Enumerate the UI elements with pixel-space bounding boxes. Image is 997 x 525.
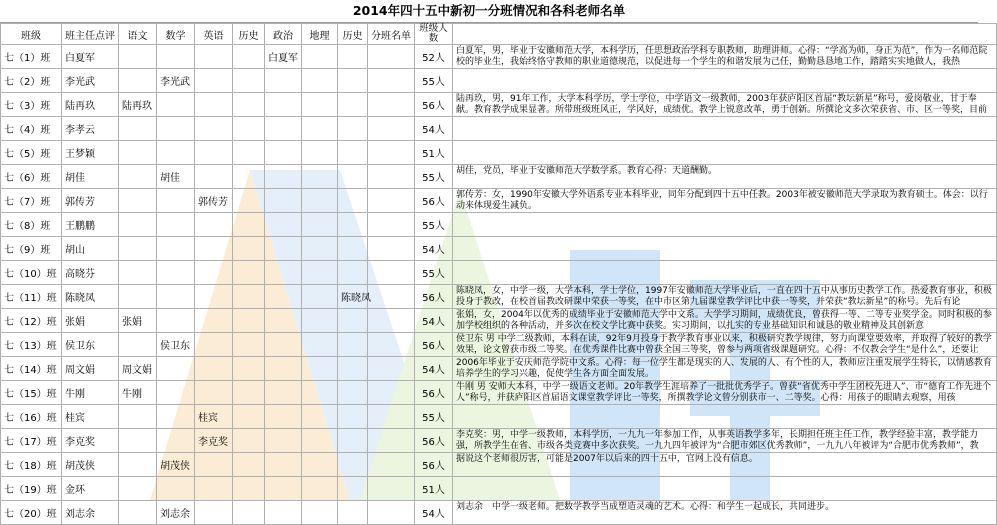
cell-english[interactable] xyxy=(195,501,233,525)
cell-chinese[interactable]: 张娟 xyxy=(119,309,157,333)
cell-class[interactable]: 七（20）班 xyxy=(1,501,62,525)
cell-chinese[interactable] xyxy=(119,69,157,93)
cell-chinese[interactable] xyxy=(119,405,157,429)
cell-student-count[interactable]: 55人 xyxy=(415,261,453,285)
header-history: 历史 xyxy=(233,24,265,45)
table-row xyxy=(1,453,997,477)
cell-math[interactable] xyxy=(157,141,195,165)
cell-history[interactable] xyxy=(233,381,265,405)
cell-student-count[interactable]: 55人 xyxy=(415,405,453,429)
cell-english[interactable] xyxy=(195,69,233,93)
cell-class[interactable]: 七（12）班 xyxy=(1,309,62,333)
cell-class-list[interactable] xyxy=(368,405,415,429)
cell-geography[interactable] xyxy=(302,429,338,453)
cell-history-2[interactable] xyxy=(338,117,368,141)
table-row xyxy=(1,237,997,261)
cell-chinese[interactable] xyxy=(119,165,157,189)
header-bio xyxy=(453,24,997,45)
cell-bio[interactable]: 郭传芳：女，1990年安徽大学外语系专业本科毕业，同年分配到四十五中任教。2003年被安徽师范大学录取为教育硕士。体会：以行动来体现爱生减负。 xyxy=(453,189,997,213)
cell-english[interactable]: 桂宾 xyxy=(195,405,233,429)
cell-student-count[interactable]: 56人 xyxy=(415,381,453,405)
cell-english[interactable]: 郭传芳 xyxy=(195,189,233,213)
cell-class[interactable]: 七（13）班 xyxy=(1,333,62,357)
cell-history[interactable] xyxy=(233,213,265,237)
cell-class[interactable]: 七（19）班 xyxy=(1,477,62,501)
cell-politics[interactable] xyxy=(265,357,302,381)
cell-math[interactable] xyxy=(157,477,195,501)
cell-history[interactable] xyxy=(233,69,265,93)
cell-class[interactable]: 七（16）班 xyxy=(1,405,62,429)
cell-class-list[interactable] xyxy=(368,285,415,309)
cell-class[interactable]: 七（11）班 xyxy=(1,285,62,309)
cell-english[interactable] xyxy=(195,285,233,309)
cell-english[interactable]: 李克奖 xyxy=(195,429,233,453)
cell-geography[interactable] xyxy=(302,93,338,117)
cell-bio[interactable] xyxy=(453,477,997,501)
class-table xyxy=(0,23,997,525)
cell-history[interactable] xyxy=(233,453,265,477)
cell-chinese[interactable] xyxy=(119,261,157,285)
table-row xyxy=(1,501,997,525)
table-row xyxy=(1,405,997,429)
cell-class-list[interactable] xyxy=(368,381,415,405)
cell-chinese[interactable] xyxy=(119,237,157,261)
table-row xyxy=(1,309,997,333)
cell-class-list[interactable] xyxy=(368,477,415,501)
cell-math[interactable] xyxy=(157,261,195,285)
cell-politics[interactable] xyxy=(265,477,302,501)
cell-head-teacher[interactable]: 李孝云 xyxy=(62,117,119,141)
cell-english[interactable] xyxy=(195,93,233,117)
cell-chinese[interactable] xyxy=(119,213,157,237)
cell-geography[interactable] xyxy=(302,45,338,69)
cell-class-list[interactable] xyxy=(368,45,415,69)
cell-head-teacher[interactable]: 胡佳 xyxy=(62,165,119,189)
table-row xyxy=(1,381,997,405)
cell-politics[interactable] xyxy=(265,69,302,93)
cell-chinese[interactable] xyxy=(119,45,157,69)
cell-head-teacher[interactable]: 李光武 xyxy=(62,69,119,93)
cell-politics[interactable] xyxy=(265,381,302,405)
cell-geography[interactable] xyxy=(302,357,338,381)
cell-history-2[interactable] xyxy=(338,165,368,189)
header-head-teacher: 班主任点评 xyxy=(62,24,119,45)
cell-politics[interactable] xyxy=(265,237,302,261)
cell-history[interactable] xyxy=(233,45,265,69)
cell-student-count[interactable]: 56人 xyxy=(415,453,453,477)
cell-class-list[interactable] xyxy=(368,309,415,333)
cell-student-count[interactable]: 54人 xyxy=(415,309,453,333)
cell-class-list[interactable] xyxy=(368,165,415,189)
cell-bio[interactable] xyxy=(453,261,997,285)
cell-head-teacher[interactable]: 陈晓凤 xyxy=(62,285,119,309)
cell-head-teacher[interactable]: 王梦颖 xyxy=(62,141,119,165)
cell-student-count[interactable]: 52人 xyxy=(415,45,453,69)
cell-class[interactable]: 七（3）班 xyxy=(1,93,62,117)
table-row xyxy=(1,429,997,453)
cell-chinese[interactable] xyxy=(119,189,157,213)
cell-math[interactable] xyxy=(157,93,195,117)
cell-history-2[interactable] xyxy=(338,429,368,453)
table-row xyxy=(1,189,997,213)
cell-class[interactable]: 七（4）班 xyxy=(1,117,62,141)
cell-student-count[interactable]: 55人 xyxy=(415,165,453,189)
cell-history-2[interactable] xyxy=(338,213,368,237)
table-row xyxy=(1,213,997,237)
cell-class-list[interactable] xyxy=(368,357,415,381)
cell-class-list[interactable] xyxy=(368,333,415,357)
cell-math[interactable] xyxy=(157,381,195,405)
cell-chinese[interactable]: 周文娟 xyxy=(119,357,157,381)
cell-english[interactable] xyxy=(195,237,233,261)
cell-politics[interactable] xyxy=(265,333,302,357)
cell-history[interactable] xyxy=(233,117,265,141)
cell-chinese[interactable] xyxy=(119,477,157,501)
cell-math[interactable] xyxy=(157,357,195,381)
cell-head-teacher[interactable]: 郭传芳 xyxy=(62,189,119,213)
cell-history[interactable] xyxy=(233,141,265,165)
cell-geography[interactable] xyxy=(302,165,338,189)
table-row xyxy=(1,333,997,357)
cell-politics[interactable] xyxy=(265,405,302,429)
header-history-2: 历史 xyxy=(338,24,368,45)
cell-head-teacher[interactable]: 白夏军 xyxy=(62,45,119,69)
cell-history-2[interactable] xyxy=(338,141,368,165)
table-row xyxy=(1,141,997,165)
table-row xyxy=(1,165,997,189)
cell-class-list[interactable] xyxy=(368,69,415,93)
cell-history[interactable] xyxy=(233,189,265,213)
table-row xyxy=(1,261,997,285)
cell-math[interactable] xyxy=(157,405,195,429)
cell-geography[interactable] xyxy=(302,69,338,93)
cell-politics[interactable] xyxy=(265,261,302,285)
cell-class[interactable]: 七（1）班 xyxy=(1,45,62,69)
cell-class-list[interactable] xyxy=(368,453,415,477)
table-row xyxy=(1,93,997,117)
cell-history[interactable] xyxy=(233,93,265,117)
cell-geography[interactable] xyxy=(302,477,338,501)
cell-math[interactable]: 李光武 xyxy=(157,69,195,93)
cell-history[interactable] xyxy=(233,405,265,429)
cell-english[interactable] xyxy=(195,141,233,165)
cell-chinese[interactable] xyxy=(119,141,157,165)
cell-history[interactable] xyxy=(233,477,265,501)
cell-student-count[interactable]: 51人 xyxy=(415,141,453,165)
cell-bio[interactable] xyxy=(453,141,997,165)
header-class-list: 分班名单 xyxy=(368,24,415,45)
cell-geography[interactable] xyxy=(302,213,338,237)
cell-class-list[interactable] xyxy=(368,117,415,141)
cell-head-teacher[interactable]: 刘志余 xyxy=(62,501,119,525)
cell-student-count[interactable]: 56人 xyxy=(415,285,453,309)
cell-english[interactable] xyxy=(195,117,233,141)
cell-head-teacher[interactable]: 王鹏鹏 xyxy=(62,213,119,237)
header-class: 班级 xyxy=(1,24,62,45)
cell-bio[interactable]: 2006年毕业于安庆师范学院中文系。心得：每一位学生都是现实的人、发展的人、有个性的人，教师应注重发展学生特长，以情感教育培养学生的学习兴趣，促使学生各方面全面发展。 xyxy=(453,357,997,381)
cell-bio[interactable]: 侯卫东 男 中学二级教师，本科在读，92年9月投身于教学教育事业以来，积极研究教学规律，努力向课堂要效率，并取得了较好的教学效果，论文曾获市级二等奖。在优秀课件比赛中曾获全国三等奖，曾参与两项省级课题研究。心得：不仅教会学生“是什么”，还要让 xyxy=(453,333,997,357)
cell-math[interactable] xyxy=(157,213,195,237)
cell-student-count[interactable]: 54人 xyxy=(415,117,453,141)
cell-head-teacher[interactable]: 侯卫东 xyxy=(62,333,119,357)
cell-history-2[interactable] xyxy=(338,333,368,357)
cell-class-list[interactable] xyxy=(368,189,415,213)
cell-class[interactable]: 七（2）班 xyxy=(1,69,62,93)
cell-class[interactable]: 七（15）班 xyxy=(1,381,62,405)
cell-student-count[interactable]: 54人 xyxy=(415,501,453,525)
cell-politics[interactable] xyxy=(265,141,302,165)
cell-bio[interactable]: 据说这个老师很厉害，可能是2007年以后来的四十五中，官网上没有信息。 xyxy=(453,453,997,477)
cell-politics[interactable]: 白夏军 xyxy=(265,45,302,69)
cell-math[interactable]: 胡佳 xyxy=(157,165,195,189)
cell-history[interactable] xyxy=(233,357,265,381)
cell-politics[interactable] xyxy=(265,117,302,141)
cell-bio[interactable] xyxy=(453,213,997,237)
cell-politics[interactable] xyxy=(265,285,302,309)
cell-head-teacher[interactable]: 高晓芬 xyxy=(62,261,119,285)
cell-bio[interactable] xyxy=(453,405,997,429)
cell-class[interactable]: 七（6）班 xyxy=(1,165,62,189)
cell-math[interactable] xyxy=(157,45,195,69)
cell-history[interactable] xyxy=(233,237,265,261)
header-student-count: 班级人数 xyxy=(415,24,453,45)
cell-chinese[interactable] xyxy=(119,453,157,477)
cell-head-teacher[interactable]: 张娟 xyxy=(62,309,119,333)
cell-chinese[interactable] xyxy=(119,333,157,357)
cell-history-2[interactable] xyxy=(338,45,368,69)
table-row xyxy=(1,117,997,141)
cell-history-2[interactable] xyxy=(338,261,368,285)
cell-class[interactable]: 七（18）班 xyxy=(1,453,62,477)
cell-history[interactable] xyxy=(233,309,265,333)
cell-class-list[interactable] xyxy=(368,213,415,237)
cell-head-teacher[interactable]: 牛刚 xyxy=(62,381,119,405)
cell-student-count[interactable]: 51人 xyxy=(415,477,453,501)
cell-politics[interactable] xyxy=(265,189,302,213)
cell-bio[interactable] xyxy=(453,117,997,141)
cell-geography[interactable] xyxy=(302,117,338,141)
cell-history-2[interactable] xyxy=(338,381,368,405)
cell-history-2[interactable] xyxy=(338,69,368,93)
header-geography: 地理 xyxy=(302,24,338,45)
cell-history[interactable] xyxy=(233,261,265,285)
cell-politics[interactable] xyxy=(265,213,302,237)
cell-chinese[interactable]: 牛刚 xyxy=(119,381,157,405)
cell-politics[interactable] xyxy=(265,501,302,525)
cell-math[interactable]: 胡茂侠 xyxy=(157,453,195,477)
cell-history-2[interactable] xyxy=(338,405,368,429)
cell-politics[interactable] xyxy=(265,453,302,477)
cell-student-count[interactable]: 55人 xyxy=(415,69,453,93)
cell-student-count[interactable]: 55人 xyxy=(415,213,453,237)
cell-english[interactable] xyxy=(195,381,233,405)
header-row xyxy=(1,24,997,45)
cell-head-teacher[interactable]: 金环 xyxy=(62,477,119,501)
cell-head-teacher[interactable]: 周文娟 xyxy=(62,357,119,381)
cell-geography[interactable] xyxy=(302,261,338,285)
cell-bio[interactable]: 张娟，女，2004年以优秀的成绩毕业于安徽师范大学中文系。大学学习期间，成绩优良，曾获得一等、二等专业奖学金。同时积极的参加学校组织的各种活动，并多次在校文学比赛中获奖。实习期间，以扎实的专业基础知识和诚恳的敬业精神及其创新意 xyxy=(453,309,997,333)
table-row xyxy=(1,285,997,309)
table-row xyxy=(1,477,997,501)
cell-student-count[interactable]: 56人 xyxy=(415,429,453,453)
cell-history-2[interactable] xyxy=(338,501,368,525)
cell-class-list[interactable] xyxy=(368,141,415,165)
cell-bio[interactable]: 刘志余 中学一级老师。把数学教学当成塑造灵魂的艺术。心得：和学生一起成长，共同进步。 xyxy=(453,501,997,525)
cell-bio[interactable]: 牛刚 男 安师大本科，中学一级语文老师。20年教学生涯培养了一批批优秀学子。曾获“省优秀中学生团校先进人”、市“德育工作先进个人”称号，并获庐阳区首届语文课堂教学评比一等奖，所撰教学论文曾分别获市一、二等奖。心得：用孩子的眼睛去观察，用孩 xyxy=(453,381,997,405)
cell-student-count[interactable]: 56人 xyxy=(415,93,453,117)
cell-bio[interactable] xyxy=(453,237,997,261)
cell-class-list[interactable] xyxy=(368,429,415,453)
cell-math[interactable] xyxy=(157,237,195,261)
cell-class[interactable]: 七（7）班 xyxy=(1,189,62,213)
cell-bio[interactable] xyxy=(453,69,997,93)
cell-history-2[interactable] xyxy=(338,357,368,381)
cell-history[interactable] xyxy=(233,333,265,357)
cell-english[interactable] xyxy=(195,477,233,501)
cell-chinese[interactable] xyxy=(119,501,157,525)
table-row xyxy=(1,69,997,93)
cell-english[interactable] xyxy=(195,453,233,477)
cell-english[interactable] xyxy=(195,333,233,357)
cell-chinese[interactable]: 陆再玖 xyxy=(119,93,157,117)
cell-chinese[interactable] xyxy=(119,285,157,309)
sheet-title: 2014年四十五中新初一分班情况和各科老师名单 xyxy=(0,0,978,23)
cell-politics[interactable] xyxy=(265,93,302,117)
cell-class[interactable]: 七（10）班 xyxy=(1,261,62,285)
cell-history-2[interactable] xyxy=(338,189,368,213)
cell-math[interactable]: 侯卫东 xyxy=(157,333,195,357)
table-row xyxy=(1,357,997,381)
cell-geography[interactable] xyxy=(302,333,338,357)
cell-bio[interactable]: 李克奖：男，中学一级教师，本科学历，一九九一年参加工作，从事英语教学多年，长期担任班主任工作，教学经验丰富，教学能力强，所教学生在省、市级各类竞赛中多次获奖。一九九四年被评为“合肥市郊区优秀教师”，一九九八年被评为“合肥市优秀教师”，教 xyxy=(453,429,997,453)
cell-geography[interactable] xyxy=(302,141,338,165)
cell-class[interactable]: 七（5）班 xyxy=(1,141,62,165)
cell-math[interactable] xyxy=(157,429,195,453)
cell-class[interactable]: 七（14）班 xyxy=(1,357,62,381)
header-politics: 政治 xyxy=(265,24,302,45)
cell-chinese[interactable] xyxy=(119,429,157,453)
cell-english[interactable] xyxy=(195,309,233,333)
cell-history-2[interactable]: 陈晓凤 xyxy=(338,285,368,309)
cell-history-2[interactable] xyxy=(338,309,368,333)
cell-math[interactable] xyxy=(157,285,195,309)
cell-class-list[interactable] xyxy=(368,501,415,525)
cell-head-teacher[interactable]: 李克奖 xyxy=(62,429,119,453)
cell-history-2[interactable] xyxy=(338,453,368,477)
cell-geography[interactable] xyxy=(302,189,338,213)
cell-english[interactable] xyxy=(195,165,233,189)
cell-history[interactable] xyxy=(233,285,265,309)
cell-geography[interactable] xyxy=(302,309,338,333)
cell-english[interactable] xyxy=(195,213,233,237)
cell-head-teacher[interactable]: 胡山 xyxy=(62,237,119,261)
cell-history-2[interactable] xyxy=(338,477,368,501)
header-chinese: 语文 xyxy=(119,24,157,45)
cell-math[interactable]: 刘志余 xyxy=(157,501,195,525)
cell-geography[interactable] xyxy=(302,453,338,477)
cell-bio[interactable]: 陆再玖，男，91年工作，大学本科学历，学士学位，中学语文一级教师，2003年获庐阳区首届“教坛新星”称号，爱岗敬业，甘于奉献。教育教学成果显著。所带班级班风正，学风好，成绩优。教学上锐意改革，勇于创新。所撰论文多次荣获省、市、区一等奖，目前 xyxy=(453,93,997,117)
cell-class-list[interactable] xyxy=(368,261,415,285)
cell-student-count[interactable]: 54人 xyxy=(415,357,453,381)
cell-history[interactable] xyxy=(233,501,265,525)
cell-class[interactable]: 七（9）班 xyxy=(1,237,62,261)
cell-geography[interactable] xyxy=(302,237,338,261)
cell-student-count[interactable]: 54人 xyxy=(415,237,453,261)
header-math: 数学 xyxy=(157,24,195,45)
cell-geography[interactable] xyxy=(302,405,338,429)
cell-geography[interactable] xyxy=(302,501,338,525)
cell-student-count[interactable]: 56人 xyxy=(415,189,453,213)
cell-head-teacher[interactable]: 陆再玖 xyxy=(62,93,119,117)
cell-english[interactable] xyxy=(195,45,233,69)
cell-history[interactable] xyxy=(233,165,265,189)
cell-geography[interactable] xyxy=(302,285,338,309)
cell-bio[interactable]: 胡佳，党员，毕业于安徽师范大学数学系。教育心得：天道酬勤。 xyxy=(453,165,997,189)
cell-math[interactable] xyxy=(157,309,195,333)
cell-math[interactable] xyxy=(157,117,195,141)
cell-head-teacher[interactable]: 桂宾 xyxy=(62,405,119,429)
cell-english[interactable] xyxy=(195,261,233,285)
table-row xyxy=(1,45,997,69)
cell-head-teacher[interactable]: 胡茂侠 xyxy=(62,453,119,477)
cell-history-2[interactable] xyxy=(338,93,368,117)
table-body xyxy=(1,45,997,525)
cell-class-list[interactable] xyxy=(368,237,415,261)
cell-bio[interactable]: 陈晓凤，女，中学一级，大学本科，学士学位，1997年安徽师范大学毕业后，一直在四十五中从事历史教学工作。热爱教育事业，积极投身于教改，在校首届教改研课中荣获一等奖，在中市区第九届课堂教学评比中获一等奖，并荣获“教坛新星”的称号。先后有论 xyxy=(453,285,997,309)
cell-history-2[interactable] xyxy=(338,237,368,261)
cell-history[interactable] xyxy=(233,429,265,453)
cell-student-count[interactable]: 56人 xyxy=(415,333,453,357)
cell-class[interactable]: 七（17）班 xyxy=(1,429,62,453)
cell-class[interactable]: 七（8）班 xyxy=(1,213,62,237)
cell-english[interactable] xyxy=(195,357,233,381)
cell-politics[interactable] xyxy=(265,429,302,453)
cell-math[interactable] xyxy=(157,189,195,213)
cell-class-list[interactable] xyxy=(368,93,415,117)
header-english: 英语 xyxy=(195,24,233,45)
cell-politics[interactable] xyxy=(265,309,302,333)
cell-geography[interactable] xyxy=(302,381,338,405)
cell-bio[interactable]: 白夏军，男，毕业于安徽师范大学，本科学历，任思想政治学科专职教师，助理讲师。心得：“学高为师，身正为范”，作为一名师范院校的毕业生，我始终恪守教师的职业道德规范，以促进每一个学生的和谐发展为己任，勤勤恳恳地工作，踏踏实实地做人，我热 xyxy=(453,45,997,69)
cell-chinese[interactable] xyxy=(119,117,157,141)
cell-politics[interactable] xyxy=(265,165,302,189)
